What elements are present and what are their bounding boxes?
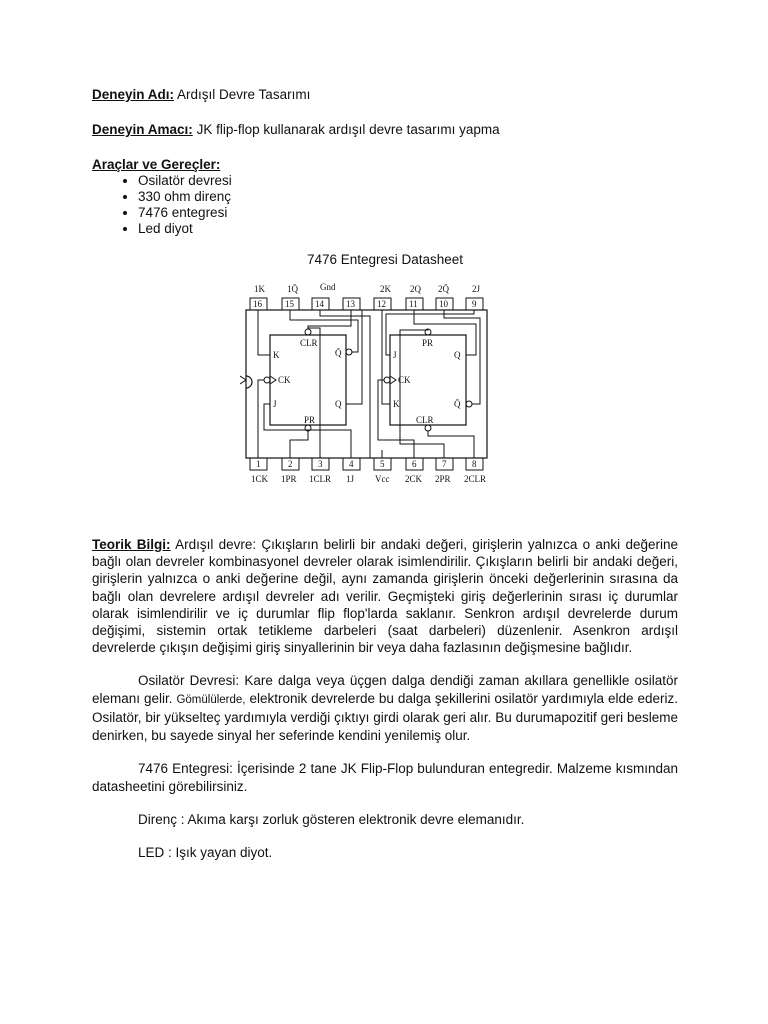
tools-list — [92, 173, 678, 237]
ff2-clock-triangle — [390, 376, 396, 384]
theory-section — [92, 536, 678, 656]
bottom-pin-numbers — [256, 459, 477, 469]
pin-16-number: 16 — [253, 299, 262, 309]
pin-3-number: 3 — [318, 459, 323, 469]
ff2-ck-bubble — [384, 377, 390, 383]
pin-4-number: 4 — [349, 459, 354, 469]
figure-caption: 7476 Entegresi Datasheet — [306, 252, 464, 267]
ff1-clr-label: CLR — [300, 338, 318, 348]
internal-wiring — [240, 310, 480, 458]
bottom-pin-labels — [251, 474, 486, 484]
pin-1-name: 1CK — [251, 474, 269, 484]
ff1-pr-label: PR — [304, 415, 316, 425]
pin-16-name: 1K — [254, 284, 265, 294]
oscillator-text-small: Gömülülerde, — [176, 693, 246, 706]
theory-label: Teorik Bilgi: — [92, 537, 171, 552]
top-pin-labels — [254, 282, 481, 294]
pin-2-number: 2 — [288, 459, 293, 469]
pin-14-name: Gnd — [320, 282, 336, 292]
tools-heading: Araçlar ve Gereçler: — [92, 157, 221, 172]
document-page — [92, 86, 678, 861]
top-pin-numbers — [253, 299, 477, 309]
ic7476-paragraph: 7476 Entegresi: İçerisinde 2 tane JK Flip-Flop bulunduran entegredir. Malzeme kısmından datasheetini görebilirsiniz. — [92, 761, 678, 794]
experiment-name-value: Ardışıl Devre Tasarımı — [177, 87, 311, 102]
pin-5-number: 5 — [380, 459, 385, 469]
ff1-j-label: J — [273, 399, 277, 409]
ff2-q-label: Q — [454, 350, 461, 360]
experiment-name-label: Deneyin Adı: — [92, 87, 175, 102]
pin-9-name: 2J — [472, 284, 481, 294]
pin-8-number: 8 — [472, 459, 477, 469]
ff2-pr-label: PR — [422, 338, 434, 348]
ic-7476-pinout-svg — [240, 280, 530, 490]
pin-15-number: 15 — [285, 299, 294, 309]
ff1-qbar-label: Q̄ — [335, 348, 342, 358]
pin-4-name: 1J — [346, 474, 355, 484]
ff1-qbar-bubble — [346, 349, 352, 355]
pin-10-number: 10 — [439, 299, 448, 309]
oscillator-text-part1: Osilatör Devresi: Kare dalga veya üçgen dalga dendiği zaman akıllara genellikle osilatör elemanı gelir. — [92, 673, 678, 706]
pin-12-name: 2K — [380, 284, 391, 294]
ff2-j-label: J — [393, 350, 397, 360]
pin-14-number: 14 — [315, 299, 324, 309]
ff2-ck-label: CK — [398, 375, 411, 385]
pin-1-number: 1 — [256, 459, 261, 469]
experiment-purpose-row — [92, 121, 678, 138]
ff1-ck-bubble — [264, 377, 270, 383]
ff1-clock-triangle — [270, 376, 276, 384]
ff2-clr-bubble — [425, 425, 431, 431]
ff1-ck-label: CK — [278, 375, 291, 385]
pin-12-number: 12 — [377, 299, 386, 309]
experiment-name-row — [92, 86, 678, 103]
resistor-paragraph: Direnç : Akıma karşı zorluk gösteren elektronik devre elemanıdır. — [138, 812, 525, 828]
ff2-qbar-label: Q̄ — [454, 399, 461, 409]
oscillator-paragraph — [92, 672, 678, 744]
tools-item: • Led diyot — [138, 221, 678, 237]
pin-11-number: 11 — [409, 299, 418, 309]
pin-8-name: 2CLR — [464, 474, 487, 484]
pin-13-number: 13 — [346, 299, 355, 309]
experiment-purpose-value: JK flip-flop kullanarak ardışıl devre tasarımı yapma — [196, 122, 500, 137]
pin-10-name: 2Q̄ — [438, 284, 449, 294]
oscillator-text-part2: elektronik devrelerde bu dalga şekillerini osilatör yardımıyla elde ederiz. Osilatör, bir yükselteç yardımıyla verdiği çıktıyı girdi olarak geri alır. Bu durumapozitif geri besleme denirken, bu sayede sinyal her seferinde kendini yenilemiş olur. — [92, 690, 678, 743]
pin-7-name: 2PR — [435, 474, 451, 484]
ff1-clr-bubble — [305, 329, 311, 335]
pin-7-number: 7 — [442, 459, 447, 469]
tools-item: • Osilatör devresi — [138, 173, 678, 189]
pin-9-number: 9 — [472, 299, 477, 309]
chip-notch — [246, 376, 252, 388]
ff1-q-label: Q — [335, 399, 342, 409]
theory-text: Ardışıl devre: Çıkışların belirli bir andaki değeri, girişlerin yalnızca o anki değerine bağlı olan devreler kombinasyonel devreler olarak isimlendirilir. Çıkışların belirli bir andaki değeri, girişlerin yalnızca o anki değerine değil, aynı zamanda girişlerin önceki değerlerinin sırasına da bağlı olan devrelere ardışıl devreler adı verilir. Geçmişteki giriş değerlerinin sırası iç durumlar olarak isimlendirilir ve iç durumlar flip flop'larda saklanır. Senkron ardışıl devrelerde durum değişimi, sistemin ortak tetikleme darbeleri (saat darbeleri) düzenlenir. Asenkron ardışıl devrelerde çıkışın değişimi giriş sinyallerinin bir veya daha fazlasının değişmesine bağlıdır. — [92, 537, 678, 656]
tools-item: • 7476 entegresi — [138, 205, 678, 221]
tools-item: • 330 ohm direnç — [138, 189, 678, 205]
pin-15-name: 1Q̄ — [287, 284, 298, 294]
pin-11-name: 2Q — [410, 284, 421, 294]
pin-2-name: 1PR — [281, 474, 297, 484]
pin-6-number: 6 — [412, 459, 417, 469]
ff2-clr-label: CLR — [416, 415, 434, 425]
experiment-purpose-label: Deneyin Amacı: — [92, 122, 193, 137]
ff2-k-label: K — [393, 399, 400, 409]
pin-5-name: Vcc — [375, 474, 390, 484]
pin-3-name: 1CLR — [309, 474, 332, 484]
ff2-qbar-bubble — [466, 401, 472, 407]
ic-7476-pinout-diagram — [240, 280, 530, 490]
led-paragraph: LED : Işık yayan diyot. — [138, 845, 273, 861]
ff1-k-label: K — [273, 350, 280, 360]
bottom-pin-boxes — [250, 458, 483, 470]
pin-6-name: 2CK — [405, 474, 423, 484]
